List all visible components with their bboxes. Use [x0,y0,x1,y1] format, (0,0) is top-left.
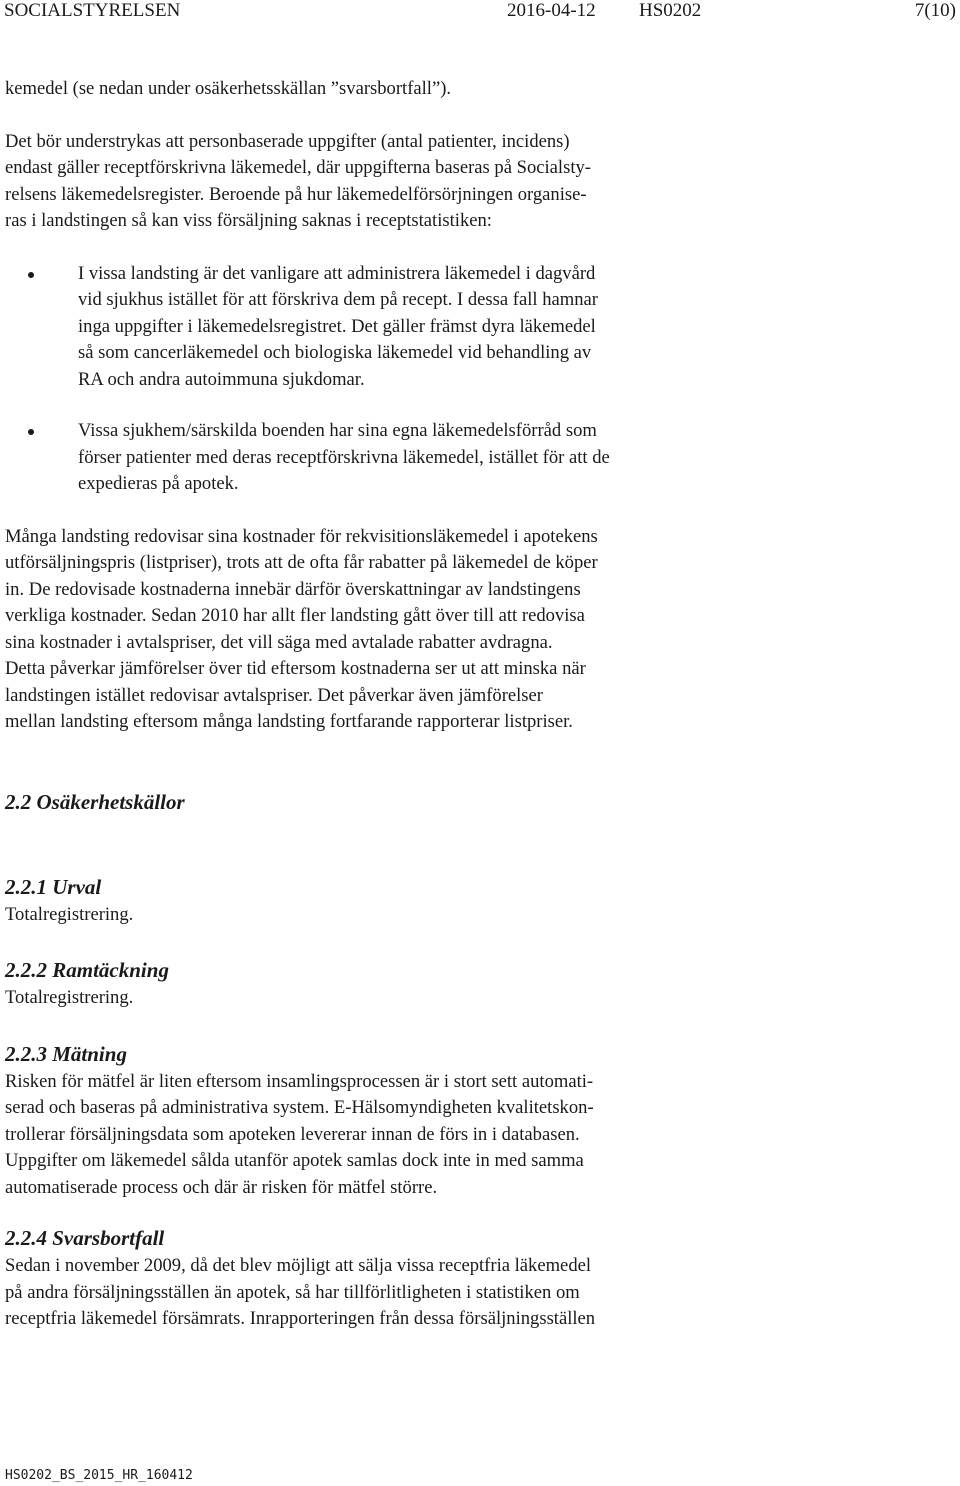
paragraph-line: serad och baseras på administrativa system. E-Hälsomyndigheten kvalitetskon- [5,1097,594,1118]
paragraph-line: sina kostnader i avtalspriser, det vill säga med avtalade rabatter avdragna. [5,631,553,653]
ramtackning-text: Totalregistrering. [5,987,134,1008]
paragraph-line: receptfria läkemedel försämrats. Inrapporteringen från dessa försäljningsställen [5,1308,596,1329]
bullet-item [5,418,715,498]
document-body [5,76,715,1333]
paragraph-line: Det bör understrykas att personbaserade uppgifter (antal patienter, incidens) [5,130,570,152]
subsection-heading-svarsbortfall: 2.2.4 Svarsbortfall [5,1226,165,1250]
subsection-heading-matning: 2.2.3 Mätning [5,1041,127,1066]
paragraph-line: Sedan i november 2009, då det blev möjligt att sälja vissa receptfria läkemedel [5,1255,592,1276]
paragraph-line: utförsäljningspris (listpriser), trots att de ofta får rabatter på läkemedel de köper [5,552,598,573]
organization-name: SOCIALSTYRELSEN [4,0,181,21]
subsection-heading-ramtackning: 2.2.2 Ramtäckning [5,958,169,982]
bullet-icon [28,429,34,435]
bullet-line: expedieras på apotek. [78,473,239,494]
paragraph-line: Detta påverkar jämförelser över tid eftersom kostnaderna ser ut att minska när [5,658,586,679]
section-heading: 2.2 Osäkerhetskällor [5,789,185,814]
bullet-line: förser patienter med deras receptförskrivna läkemedel, istället för att de [78,446,610,468]
paragraph-personal-data [5,129,715,235]
paragraph-line: mellan landsting eftersom många landsting fortfarande rapporterar listpriser. [5,711,573,732]
urval-text: Totalregistrering. [5,903,134,925]
paragraph-line: Uppgifter om läkemedel sålda utanför apotek samlas dock inte in med samma [5,1150,584,1171]
paragraph-line: in. De redovisade kostnaderna innebär därför överskattningar av landstingens [5,578,581,600]
bullet-list [5,261,715,498]
paragraph-line: endast gäller receptförskrivna läkemedel, där uppgifterna baseras på Socialsty- [5,157,591,178]
bullet-line: RA och andra autoimmuna sjukdomar. [78,368,365,390]
paragraph-line: landstingen istället redovisar avtalspriser. Det påverkar även jämförelser [5,684,543,706]
paragraph-line: ras i landstingen så kan viss försäljning saknas i receptstatistiken: [5,210,492,231]
paragraph-costs [5,524,715,736]
paragraph-line: på andra försäljningsställen än apotek, så har tillförlitligheten i statistiken om [5,1281,580,1303]
svarsbortfall-paragraph [5,1253,715,1333]
paragraph-line: verkliga kostnader. Sedan 2010 har allt fler landsting gått över till att redovisa [5,605,585,626]
page-number: 7(10) [914,0,956,21]
paragraph-line: automatiserade process och där är risken för mätfel större. [5,1176,438,1198]
paragraph-line: Risken för mätfel är liten eftersom insamlingsprocessen är i stort sett automati- [5,1070,594,1092]
bullet-line: I vissa landsting är det vanligare att administrera läkemedel i dagvård [78,262,596,284]
document-date: 2016-04-12 [507,0,596,21]
subsection-heading-urval: 2.2.1 Urval [5,874,102,899]
bullet-line: vid sjukhus istället för att förskriva dem på recept. I dessa fall hamnar [78,289,598,310]
document-code: HS0202 [639,0,702,21]
bullet-line: inga uppgifter i läkemedelsregistret. Det gäller främst dyra läkemedel [78,315,596,337]
bullet-line: Vissa sjukhem/särskilda boenden har sina egna läkemedelsförråd som [78,420,597,441]
paragraph-line: Många landsting redovisar sina kostnader för rekvisitionsläkemedel i apotekens [5,525,598,547]
matning-paragraph [5,1069,715,1202]
bullet-icon [28,272,34,278]
paragraph-line: relsens läkemedelsregister. Beroende på hur läkemedelförsörjningen organise- [5,183,587,205]
intro-line: kemedel (se nedan under osäkerhetsskällan ”svarsbortfall”). [5,78,452,99]
page-header [4,0,956,26]
paragraph-line: trollerar försäljningsdata som apoteken levererar innan de förs in i databasen. [5,1123,580,1145]
page-footer-doc-id: HS0202_BS_2015_HR_160412 [5,1468,193,1483]
bullet-item [5,261,715,394]
bullet-line: så som cancerläkemedel och biologiska läkemedel vid behandling av [78,342,592,363]
